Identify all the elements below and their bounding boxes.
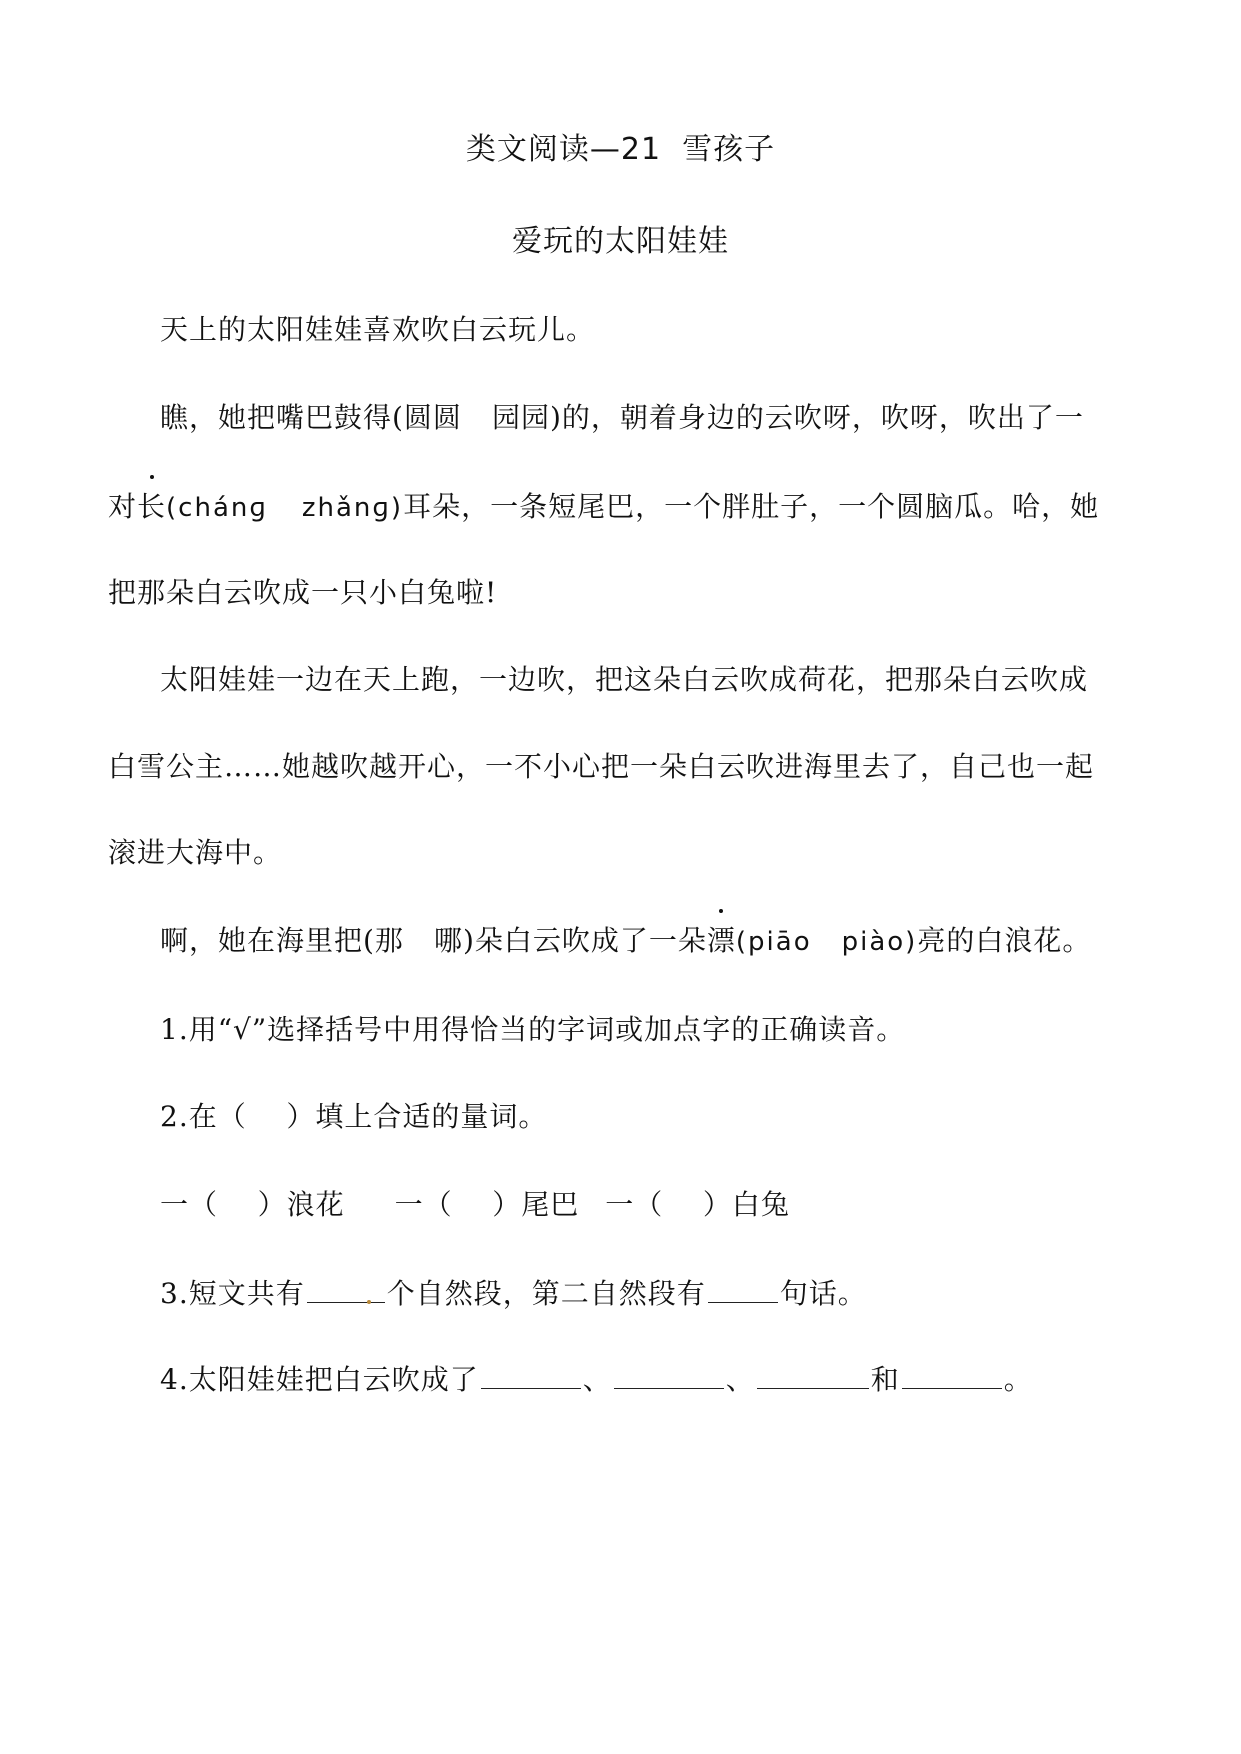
measure-word-blank-3[interactable]: 一（ ）白兔 xyxy=(605,1188,790,1221)
question-4: 4.太阳娃娃把白云吹成了 、 、 和 。 xyxy=(160,1358,1033,1400)
answer-blank-shape-1[interactable] xyxy=(481,1358,581,1389)
pinyin-option-piao4: piào) xyxy=(841,927,918,957)
question-2: 2.在（ ）填上合适的量词。 xyxy=(160,1100,548,1133)
story-title: 爱玩的太阳娃娃 xyxy=(512,224,729,259)
question-2-items xyxy=(160,1185,790,1225)
stray-mark xyxy=(367,1300,371,1304)
page-title: 类文阅读—21 雪孩子 xyxy=(465,132,776,167)
paragraph-2-line-1 xyxy=(160,398,1084,438)
choice-group-1-option-2: 园园)的，朝着身边的云吹呀，吹呀，吹出了一 xyxy=(491,401,1084,434)
answer-blank-shape-4[interactable] xyxy=(902,1358,1002,1389)
answer-blank-sentence-count[interactable] xyxy=(708,1272,778,1303)
pinyin-option-chang: (chánɡ xyxy=(166,493,268,523)
question-1: 1.用“√”选择括号中用得恰当的字词或加点字的正确读音。 xyxy=(160,1013,906,1046)
pinyin-option-piao1: (piāo xyxy=(735,927,812,957)
answer-blank-shape-2[interactable] xyxy=(614,1358,724,1389)
choice-group-2-option-2: 哪)朵白云吹成了一朵 xyxy=(433,924,707,957)
dotted-char-piao: 漂 xyxy=(707,921,736,961)
choice-group-2-option-1: 啊，她在海里把(那 xyxy=(160,924,404,957)
answer-blank-paragraph-count[interactable] xyxy=(307,1272,385,1303)
paragraph-3-line-3: 滚进大海中。 xyxy=(108,836,283,869)
paragraph-3-line-1: 太阳娃娃一边在天上跑，一边吹，把这朵白云吹成荷花，把那朵白云吹成 xyxy=(160,663,1089,696)
dotted-char-chang: 长 xyxy=(137,487,166,527)
paragraph-2-line-3: 把那朵白云吹成一只小白兔啦! xyxy=(108,576,498,609)
paragraph-2-line-2: 对长(chánɡ zhǎnɡ)耳朵，一条短尾巴，一个胖肚子，一个圆脑瓜。哈，她 xyxy=(108,487,1099,528)
measure-word-blank-1[interactable]: 一（ ）浪花 xyxy=(160,1188,345,1221)
paragraph-4: 啊，她在海里把(那 哪)朵白云吹成了一朵漂(piāo piào)亮的白浪花。 xyxy=(160,921,1091,962)
paragraph-1: 天上的太阳娃娃喜欢吹白云玩儿。 xyxy=(160,313,596,346)
measure-word-blank-2[interactable]: 一（ ）尾巴 xyxy=(394,1188,580,1221)
paragraph-3-line-2: 白雪公主……她越吹越开心，一不小心把一朵白云吹进海里去了，自己也一起 xyxy=(108,750,1095,783)
choice-group-1-option-1: 瞧，她把嘴巴鼓得(圆圆 xyxy=(160,401,462,434)
pinyin-option-zhang: zhǎnɡ) xyxy=(301,493,404,523)
answer-blank-shape-3[interactable] xyxy=(757,1358,869,1389)
question-3: 3.短文共有 个自然段，第二自然段有 句话。 xyxy=(160,1272,867,1314)
